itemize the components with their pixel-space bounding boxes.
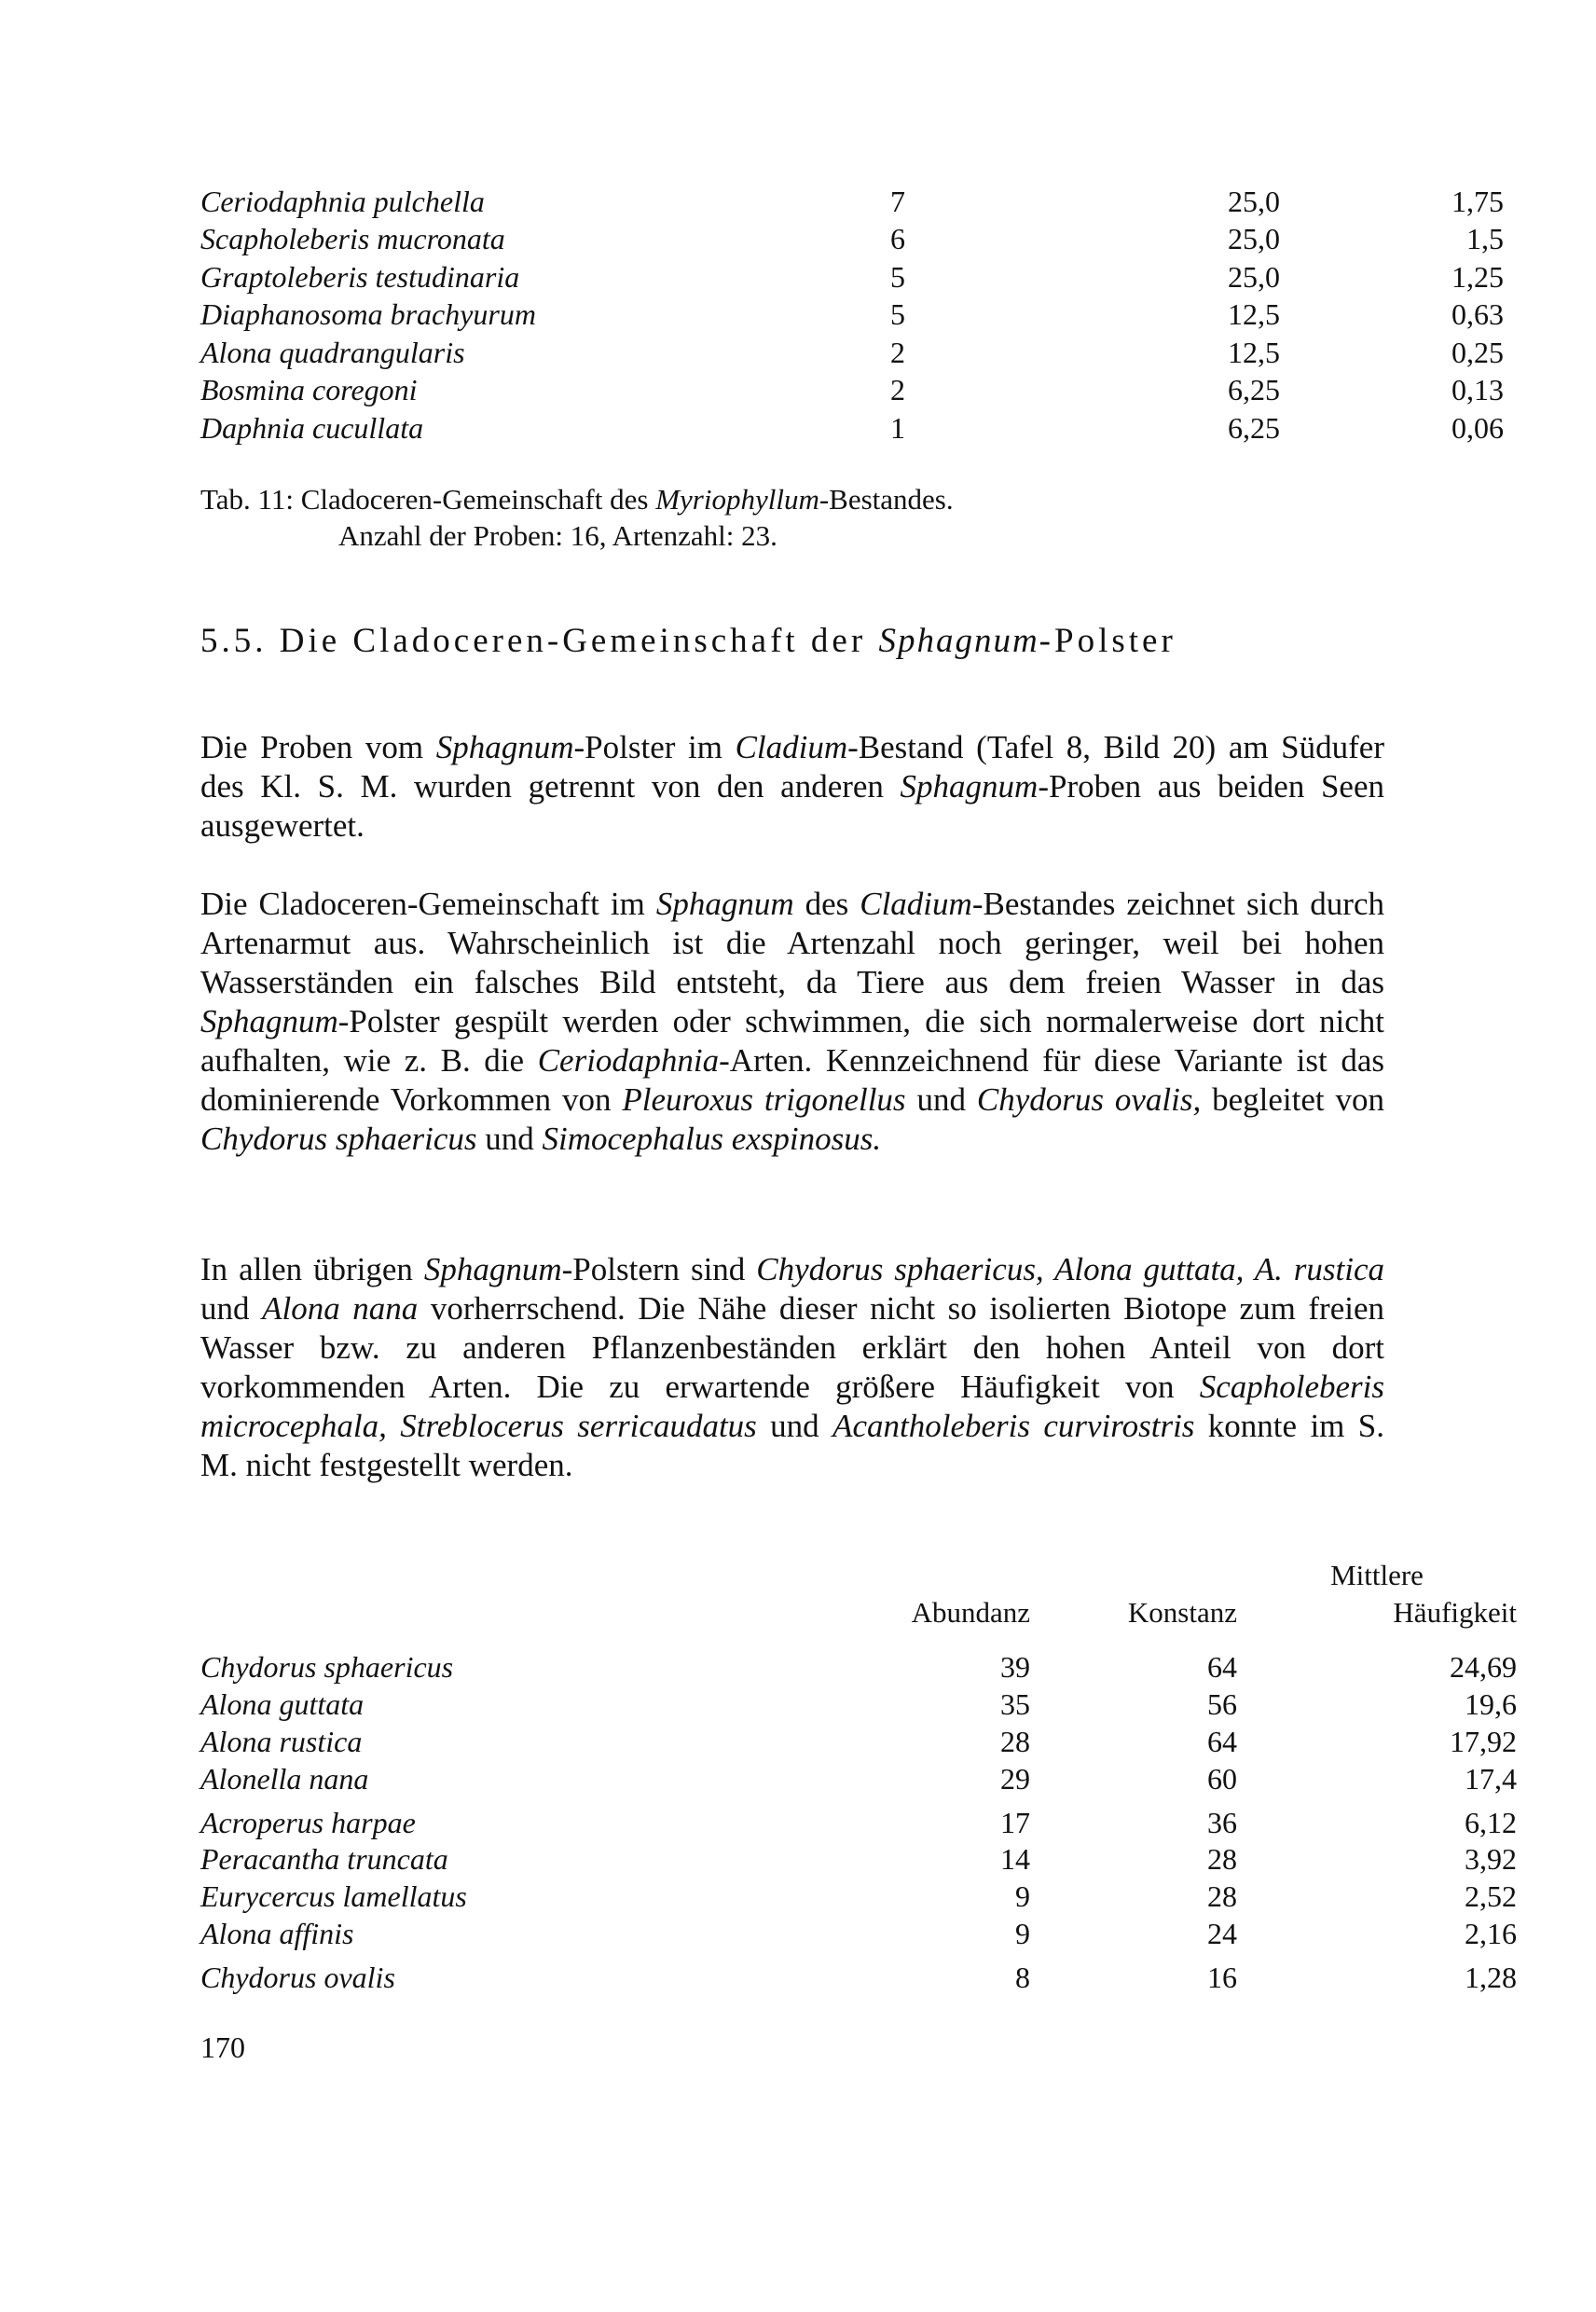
value-cell: 12,5 — [1228, 335, 1280, 369]
table-row — [200, 372, 1504, 410]
value-cell: 25,0 — [1228, 184, 1280, 218]
species-name: Diaphanosoma brachyurum — [200, 297, 536, 332]
header-konstanz: Konstanz — [1127, 1596, 1237, 1629]
abundanz-cell: 28 — [1000, 1724, 1030, 1758]
paragraph: In allen übrigen Sphagnum-Polstern sind Chydorus sphaericus, Alona guttata, A. rustica und Alona nana vorherrschend. Die Nähe dieser nicht so isolierten Biotope zum freien Wasser bzw. zu anderen Pflanzenbeständen erklärt den hohen Anteil von dort vorkommenden Arten. Die zu erwartende größere Häufigkeit von Scapholeberis microcephala, Streblocerus serricaudatus und Acantholeberis curvirostris konnte im S. M. nicht festgestellt werden. — [200, 1251, 1385, 1483]
header-abundanz: Abundanz — [911, 1596, 1030, 1629]
species-name: Alonella nana — [200, 1761, 369, 1796]
value-cell: 6,25 — [1228, 410, 1280, 445]
value-cell: 25,0 — [1228, 259, 1280, 294]
abundanz-cell: 35 — [1000, 1686, 1030, 1721]
table-row — [200, 183, 1504, 221]
paragraph: Die Proben vom Sphagnum-Polster im Cladium-Bestand (Tafel 8, Bild 20) am Südufer des Kl. S. M. wurden getrennt von den anderen Sphagnum-Proben aus beiden Seen ausgewertet. — [200, 729, 1384, 844]
species-name: Daphnia cucullata — [200, 410, 424, 445]
table-row — [200, 409, 1504, 447]
haeufigkeit-cell: 3,92 — [1465, 1841, 1517, 1876]
haeufigkeit-cell: 17,92 — [1450, 1724, 1517, 1758]
table-row — [200, 1760, 1517, 1797]
value-cell: 2 — [890, 335, 905, 369]
value-cell: 1,75 — [1452, 184, 1504, 218]
haeufigkeit-cell: 19,6 — [1465, 1686, 1517, 1721]
table-row — [200, 1723, 1517, 1760]
table-row — [200, 1648, 1517, 1686]
abundanz-cell: 14 — [1000, 1841, 1030, 1876]
table-row — [200, 296, 1504, 335]
species-name: Acroperus harpae — [200, 1806, 416, 1839]
haeufigkeit-cell: 2,16 — [1465, 1916, 1517, 1950]
value-cell: 6 — [890, 222, 905, 256]
caption-line-2: Anzahl der Proben: 16, Artenzahl: 23. — [338, 519, 777, 552]
value-cell: 0,25 — [1452, 335, 1504, 369]
paragraph: Die Cladoceren-Gemeinschaft im Sphagnum des Cladium-Bestandes zeichnet sich durch Artenarmut aus. Wahrscheinlich ist die Artenzahl noch geringer, weil bei hohen Wasserständen ein falsches Bild entsteht, da Tiere aus dem freien Wasser in das Sphagnum-Polster gespült werden oder schwimmen, die sich normalerweise dort nicht aufhalten, wie z. B. die Ceriodaphnia-Arten. Kennzeichnend für diese Variante ist das dominierende Vorkommen von Pleuroxus trigonellus und Chydorus ovalis, begleitet von Chydorus sphaericus und Simocephalus exspinosus. — [200, 886, 1384, 1157]
abundanz-cell: 9 — [1015, 1916, 1030, 1950]
species-name: Chydorus ovalis — [200, 1961, 395, 1994]
header-spacer — [200, 1557, 890, 1648]
sphagnum-table — [200, 1557, 1517, 1995]
konstanz-cell: 28 — [1207, 1878, 1237, 1913]
table-row — [200, 258, 1504, 296]
abundanz-cell: 9 — [1015, 1878, 1030, 1913]
species-name: Alona quadrangularis — [200, 335, 465, 369]
konstanz-cell: 56 — [1207, 1686, 1237, 1721]
value-cell: 6,25 — [1228, 373, 1280, 407]
value-cell: 2 — [890, 373, 905, 407]
value-cell: 1 — [890, 410, 905, 445]
abundanz-cell: 17 — [1000, 1806, 1030, 1839]
value-cell: 12,5 — [1228, 297, 1280, 332]
konstanz-cell: 16 — [1207, 1961, 1237, 1994]
haeufigkeit-cell: 2,52 — [1465, 1878, 1517, 1913]
haeufigkeit-cell: 1,28 — [1465, 1961, 1517, 1994]
species-name: Ceriodaphnia pulchella — [200, 184, 485, 218]
value-cell: 5 — [890, 259, 905, 294]
konstanz-cell: 64 — [1207, 1724, 1237, 1758]
value-cell: 0,63 — [1452, 297, 1504, 332]
header-mittlere-haeufigkeit: Mittlere Häufigkeit — [1330, 1559, 1517, 1629]
value-cell: 5 — [890, 297, 905, 332]
abundanz-cell: 8 — [1015, 1961, 1030, 1994]
konstanz-cell: 64 — [1207, 1649, 1237, 1684]
konstanz-cell: 24 — [1207, 1916, 1237, 1950]
table-header-row — [200, 1557, 1517, 1648]
value-cell: 7 — [890, 184, 905, 218]
table-row — [200, 1952, 1517, 1995]
caption-line-1: Tab. 11: Cladoceren-Gemeinschaft des Myriophyllum-Bestandes. — [200, 483, 954, 516]
abundanz-cell: 39 — [1000, 1649, 1030, 1684]
table-row — [200, 221, 1504, 259]
value-cell: 0,13 — [1452, 373, 1504, 407]
konstanz-cell: 28 — [1207, 1841, 1237, 1876]
species-name: Scapholeberis mucronata — [200, 222, 505, 256]
table-caption — [200, 481, 954, 554]
table-row — [200, 1840, 1517, 1878]
species-name: Graptoleberis testudinaria — [200, 259, 520, 294]
section-heading: 5.5. Die Cladoceren-Gemeinschaft der Sphagnum-Polster — [200, 622, 1176, 660]
konstanz-cell: 36 — [1207, 1806, 1237, 1839]
species-name: Alona affinis — [200, 1916, 354, 1950]
value-cell: 1,25 — [1452, 259, 1504, 294]
table-row — [200, 1686, 1517, 1723]
konstanz-cell: 60 — [1207, 1761, 1237, 1796]
value-cell: 25,0 — [1228, 222, 1280, 256]
value-cell: 1,5 — [1466, 222, 1504, 256]
table-11-continuation — [200, 183, 1504, 447]
haeufigkeit-cell: 17,4 — [1465, 1761, 1517, 1796]
value-cell: 0,06 — [1452, 410, 1504, 445]
table-row — [200, 1797, 1517, 1840]
species-name: Eurycercus lamellatus — [200, 1878, 467, 1913]
page-number: 170 — [200, 2030, 245, 2064]
table-row — [200, 1878, 1517, 1915]
abundanz-cell: 29 — [1000, 1761, 1030, 1796]
species-name: Peracantha truncata — [200, 1841, 448, 1876]
haeufigkeit-cell: 6,12 — [1465, 1806, 1517, 1839]
species-name: Bosmina coregoni — [200, 373, 418, 407]
species-name: Alona rustica — [200, 1724, 363, 1758]
table-row — [200, 1915, 1517, 1952]
table-row — [200, 334, 1504, 372]
haeufigkeit-cell: 24,69 — [1450, 1649, 1517, 1684]
species-name: Chydorus sphaericus — [200, 1649, 454, 1684]
species-name: Alona guttata — [200, 1686, 365, 1721]
